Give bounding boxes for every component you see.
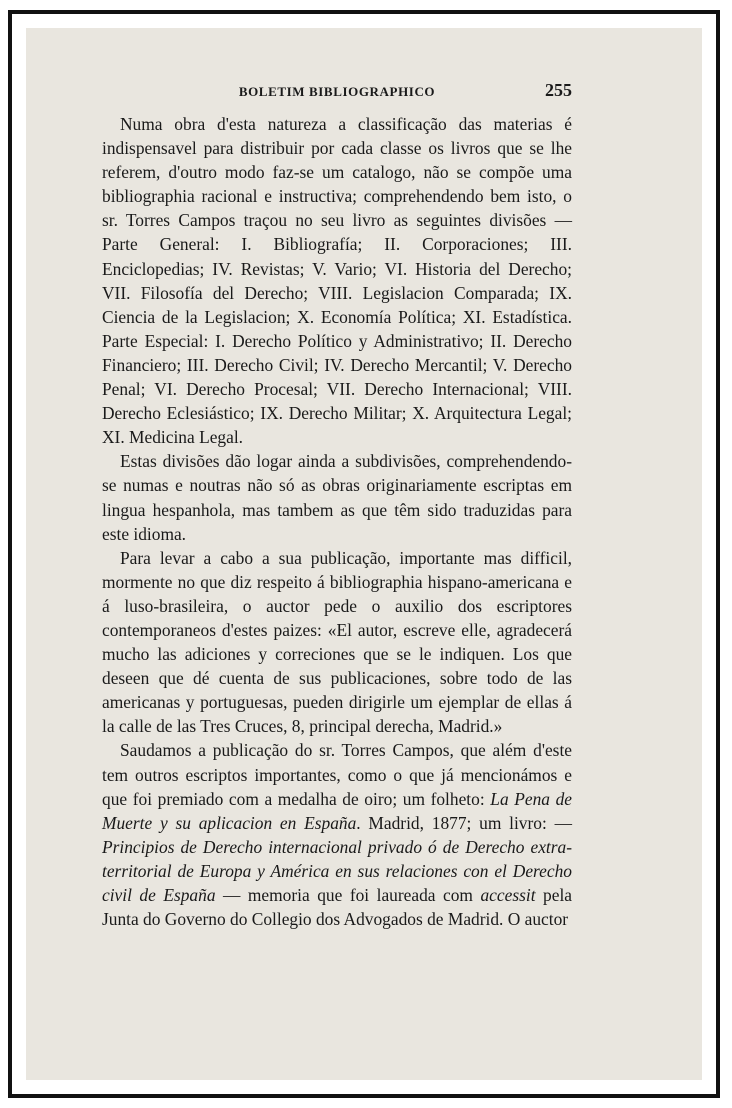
- greeting-end: pela Junta do Governo do Collegio dos Advogados de Madrid. O auctor: [102, 885, 572, 930]
- book-page: [102, 80, 572, 931]
- running-title: BOLETIM BIBLIOGRAPHICO: [238, 84, 436, 99]
- greeting-middle-2: — memoria que foi laureada com: [215, 885, 481, 905]
- greeting-intro: Saudamos a publicação do sr. Torres Campos, que além d'este tem outros escriptos importantes, como o que já mencionámos e que foi premiado com a medalha de oiro; um folheto:: [102, 740, 572, 809]
- book-title-principios: Principios de Derecho internacional privado ó de Derecho extra-territorial de Europa y América en sus relaciones con el Derecho civil de España: [102, 836, 572, 905]
- paragraph-publication: Para levar a cabo a sua publicação, importante mas difficil, mormente no que diz respeito á bibliographia hispano-americana e á luso-brasileira, o auctor pede o auxilio dos escriptores contemporaneos d'estes paizes: «El autor, escreve elle, agradecerá mucho las adiciones y correciones que se le indiquen. Los que deseen que dé cuenta de sus publicaciones, sobre todo de las americanas y portuguesas, pueden dirigirle um ejemplar de ellas á la calle de las Tres Cruces, 8, principal derecha, Madrid.»: [102, 547, 572, 737]
- page-number: 255: [545, 80, 572, 100]
- paragraph-greeting: [102, 738, 572, 931]
- term-accessit: accessit: [480, 885, 536, 905]
- book-title-pena-de-muerte: La Pena de Muerte y su aplicacion en España: [102, 788, 573, 833]
- paragraph-classification: Numa obra d'esta natureza a classificação das materias é indispensavel para distribuir por cada classe os livros que se lhe referem, d'outro modo faz-se um catalogo, não se compõe uma bibliographia racional e instructiva; comprehendendo bem isto, o sr. Torres Campos traçou no seu livro as seguintes divisões — Parte General: I. Bibliografía; II. Corporaciones; III. Enciclopedias; IV. Revistas; V. Vario; VI. Historia del Derecho; VII. Filosofía del Derecho; VIII. Legislacion Comparada; IX. Ciencia de la Legislacion; X. Economía Política; XI. Estadística. Parte Especial: I. Derecho Político y Administrativo; II. Derecho Financiero; III. Derecho Civil; IV. Derecho Mercantil; V. Derecho Penal; VI. Derecho Procesal; VII. Derecho Internacional; VIII. Derecho Eclesiástico; IX. Derecho Militar; X. Arquitectura Legal; XI. Medicina Legal.: [102, 114, 572, 448]
- paragraph-subdivisions: Estas divisões dão logar ainda a subdivisões, comprehendendo-se numas e noutras não só as obras originariamente escriptas em lingua hespanhola, mas tambem as que têm sido traduzidas para este idioma.: [102, 451, 572, 544]
- page-header: [102, 80, 572, 108]
- greeting-middle: . Madrid, 1877; um livro: —: [356, 812, 572, 833]
